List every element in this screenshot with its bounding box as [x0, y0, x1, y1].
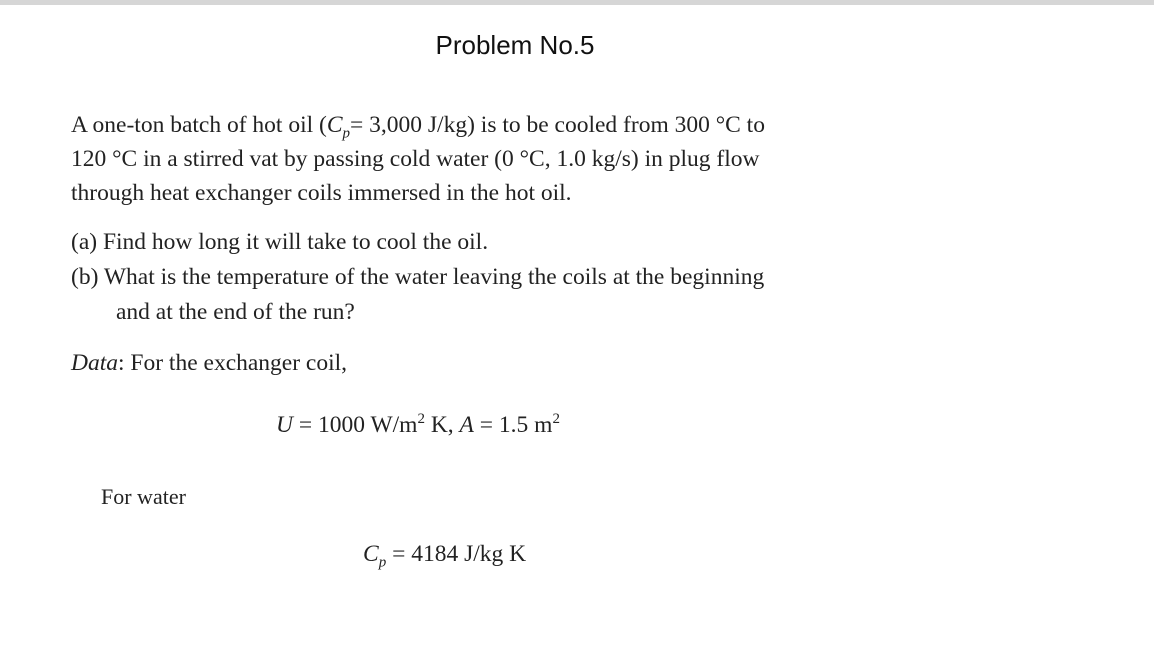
problem-line-1-pre: A one-ton batch of hot oil (: [71, 112, 327, 138]
problem-line-1-text: [71, 108, 765, 142]
for-water-label: For water: [101, 484, 186, 509]
cp-water-subscript: p: [378, 554, 387, 571]
cp-water-symbol: C: [363, 541, 379, 567]
cp-water-value: = 4184 J/kg K: [386, 541, 527, 567]
problem-statement: [71, 108, 971, 210]
equation-u-a: [276, 412, 560, 439]
data-section: [71, 350, 347, 377]
problem-line-3: through heat exchanger coils immersed in the hot oil.: [71, 180, 572, 206]
problem-line-2: [71, 142, 967, 176]
equation-cp-water: [363, 541, 527, 571]
top-divider: [0, 0, 1154, 5]
u-symbol: U: [276, 412, 293, 438]
problem-line-2-text: 120 °C in a stirred vat by passing cold water (0 °C, 1.0 kg/s) in plug flow: [71, 146, 760, 172]
u-exponent: 2: [417, 411, 425, 428]
problem-line-1-post: = 3,000 J/kg) is to be cooled from 300 °C to: [350, 112, 765, 138]
question-a: (a) Find how long it will take to cool the oil.: [71, 229, 489, 255]
a-symbol: A: [459, 412, 474, 438]
cp-symbol: C: [326, 112, 343, 138]
a-exponent: 2: [552, 411, 560, 428]
a-value: = 1.5 m: [473, 412, 553, 438]
data-label: Data: [71, 350, 118, 376]
u-value: = 1000 W/m: [292, 412, 418, 438]
data-text: : For the exchanger coil,: [118, 350, 348, 376]
cp-subscript: p: [342, 125, 351, 142]
problem-line-1: [71, 108, 967, 142]
u-unit: K,: [424, 412, 460, 438]
page-title: Problem No.5: [435, 30, 595, 60]
question-b-line-1: (b) What is the temperature of the water leaving the coils at the beginning: [71, 264, 765, 290]
question-b-line-2: and at the end of the run?: [116, 299, 355, 325]
